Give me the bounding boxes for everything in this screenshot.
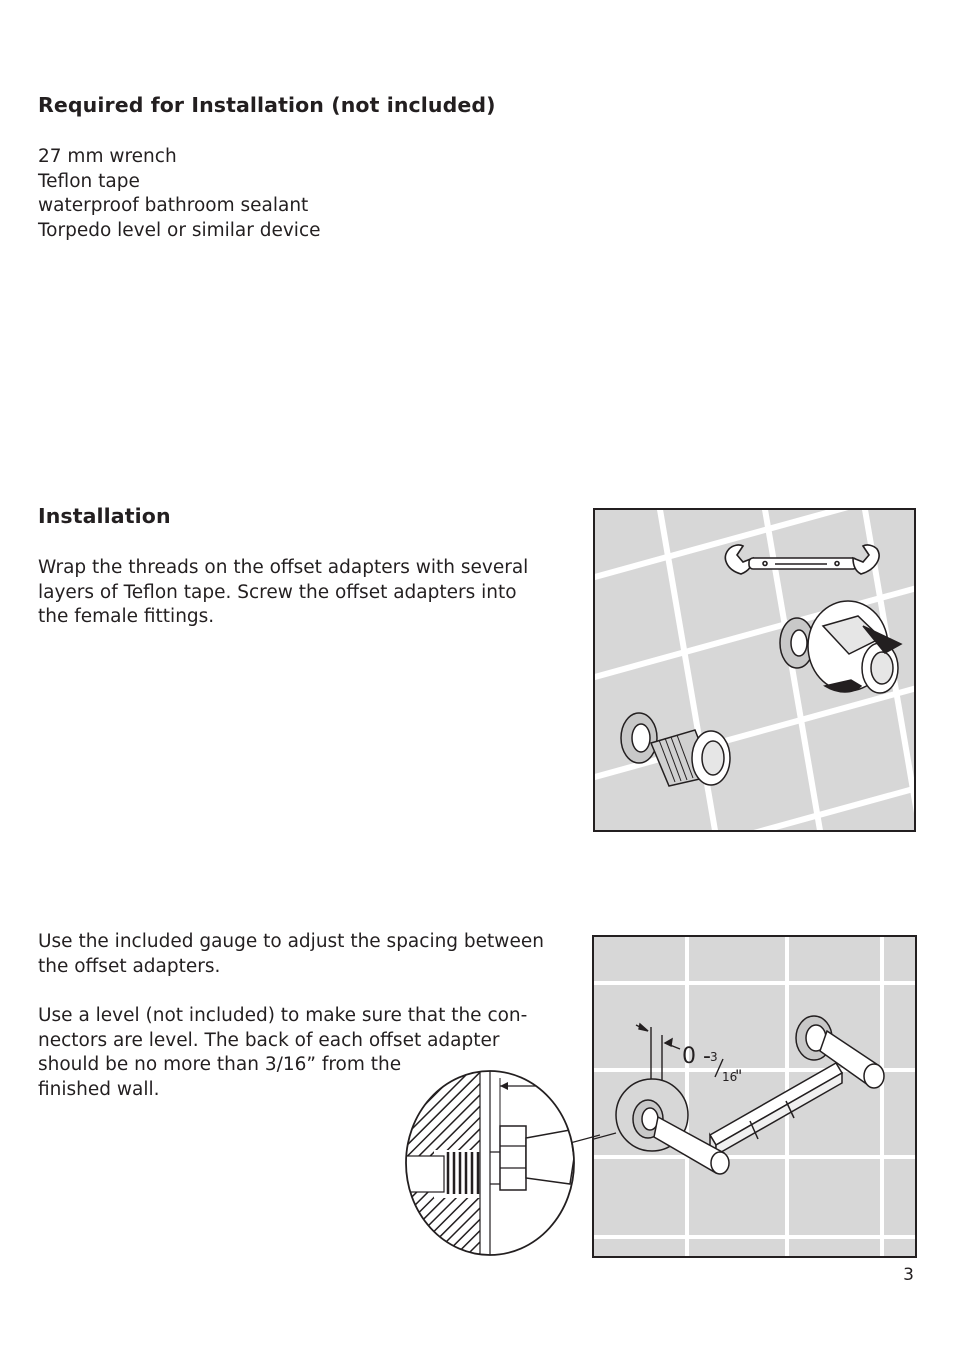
- text-line: Use a level (not included) to make sure that the con-: [38, 1005, 528, 1026]
- dimension-denominator: 16: [722, 1070, 738, 1084]
- offset-adapter-tape-illustration: [593, 508, 916, 832]
- page-number: 3: [903, 1265, 914, 1285]
- text-line: finished wall.: [38, 1078, 160, 1100]
- text-line: the female fittings.: [38, 606, 215, 628]
- text-line: should be no more than 3/16” from the: [38, 1054, 402, 1076]
- installation-heading: Installation: [38, 504, 171, 528]
- list-item: Teflon tape: [38, 170, 140, 192]
- dimension-unit: ": [735, 1066, 743, 1085]
- required-heading: Required for Installation (not included): [38, 93, 496, 117]
- step-1-text: [38, 556, 528, 630]
- dimension-zero: 0 -: [682, 1044, 711, 1069]
- text-line: layers of Teflon tape. Screw the offset adapters into: [38, 581, 517, 603]
- required-items-list: [38, 145, 321, 243]
- wall-section-detail-illustration: [404, 1068, 580, 1258]
- text-line: the offset adapters.: [38, 955, 221, 977]
- text-line: nectors are level. The back of each offset adapter: [38, 1029, 500, 1051]
- step-2-text: [38, 930, 544, 979]
- list-item: waterproof bathroom sealant: [38, 195, 309, 217]
- text-line: Wrap the threads on the offset adapters with several: [38, 557, 529, 578]
- text-line: Use the included gauge to adjust the spacing between: [38, 931, 544, 952]
- dimension-numerator: 3: [710, 1050, 718, 1064]
- gauge-spacing-illustration: [592, 935, 917, 1258]
- list-item: Torpedo level or similar device: [38, 219, 321, 241]
- list-item: 27 mm wrench: [38, 146, 177, 167]
